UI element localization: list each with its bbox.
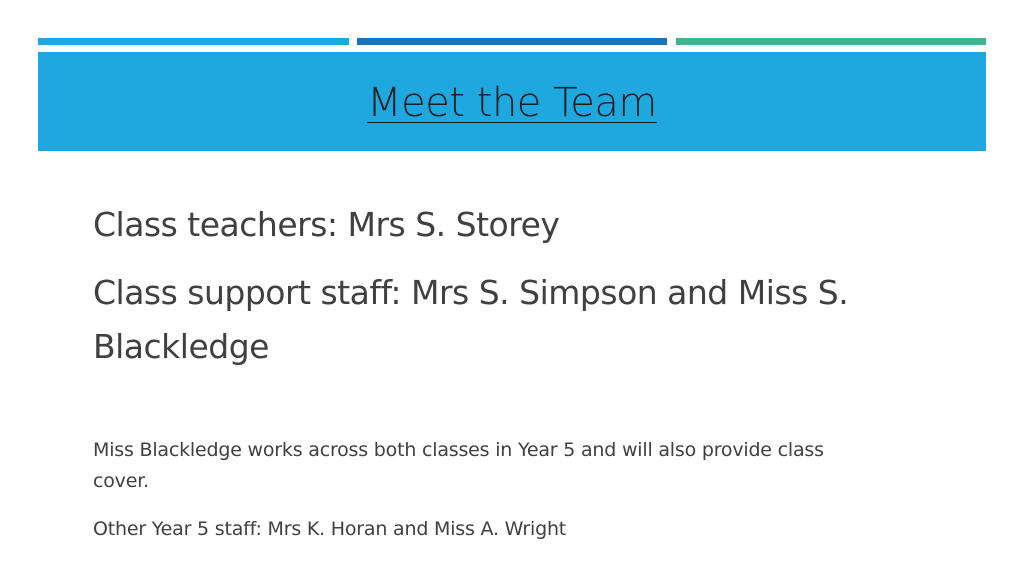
accent-bar-light-blue bbox=[38, 38, 349, 45]
other-staff-line: Other Year 5 staff: Mrs K. Horan and Miss A. Wright bbox=[93, 518, 567, 540]
blackledge-note: Miss Blackledge works across both classes in Year 5 and will also provide class cover. bbox=[93, 439, 824, 492]
slide-body bbox=[93, 198, 873, 540]
class-teachers-line: Class teachers: Mrs S. Storey bbox=[93, 205, 560, 244]
accent-bar-green bbox=[676, 38, 986, 45]
slide-title: Meet the Team bbox=[367, 79, 657, 126]
title-banner bbox=[38, 52, 986, 151]
support-staff-line: Class support staff: Mrs S. Simpson and Miss S. Blackledge bbox=[93, 273, 849, 366]
accent-bar-dark-blue bbox=[357, 38, 667, 45]
